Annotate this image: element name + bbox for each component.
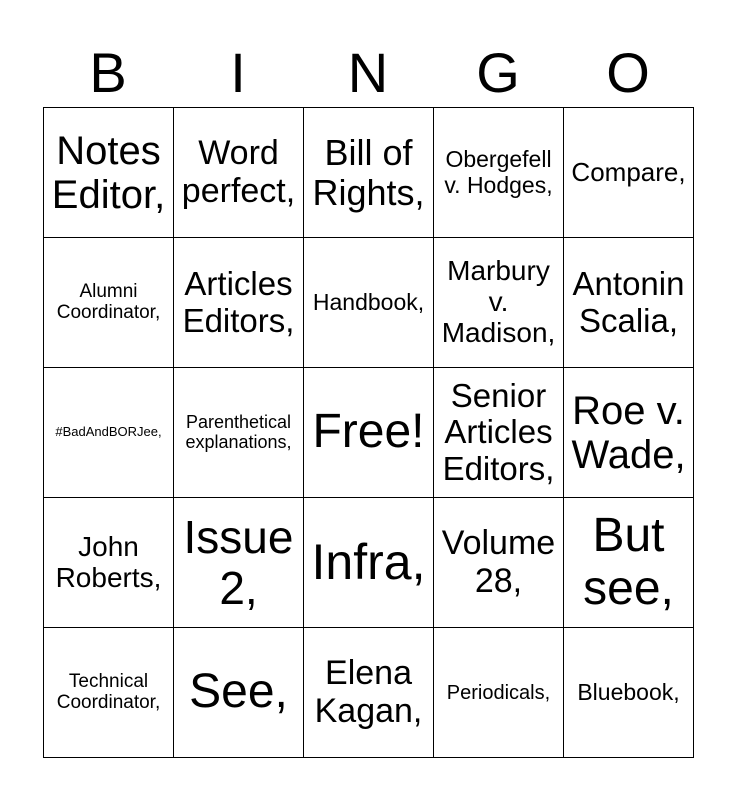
bingo-row-2 bbox=[44, 238, 694, 368]
bingo-cell[interactable]: Periodicals, bbox=[434, 628, 564, 758]
bingo-cell[interactable]: Articles Editors, bbox=[174, 238, 304, 368]
header-letter-g: G bbox=[476, 41, 520, 104]
bingo-cell[interactable]: Alumni Coordinator, bbox=[44, 238, 174, 368]
free-space-cell[interactable]: Free! bbox=[304, 368, 434, 498]
header-letter-o: O bbox=[606, 41, 650, 104]
bingo-cell[interactable]: Infra, bbox=[304, 498, 434, 628]
bingo-cell[interactable]: Marbury v. Madison, bbox=[434, 238, 564, 368]
bingo-cell[interactable]: Handbook, bbox=[304, 238, 434, 368]
bingo-row-5 bbox=[44, 628, 694, 758]
header-letter-b: B bbox=[89, 41, 127, 104]
bingo-cell[interactable]: Senior Articles Editors, bbox=[434, 368, 564, 498]
bingo-cell[interactable]: Compare, bbox=[564, 108, 694, 238]
bingo-cell[interactable]: Obergefell v. Hodges, bbox=[434, 108, 564, 238]
bingo-cell[interactable]: John Roberts, bbox=[44, 498, 174, 628]
bingo-cell[interactable]: Parenthetical explanations, bbox=[174, 368, 304, 498]
bingo-cell[interactable]: Technical Coordinator, bbox=[44, 628, 174, 758]
bingo-cell[interactable]: Elena Kagan, bbox=[304, 628, 434, 758]
bingo-row-3 bbox=[44, 368, 694, 498]
bingo-header bbox=[43, 40, 693, 106]
bingo-row-1 bbox=[44, 108, 694, 238]
bingo-row-4 bbox=[44, 498, 694, 628]
bingo-cell[interactable]: Roe v. Wade, bbox=[564, 368, 694, 498]
header-letter-n: N bbox=[347, 41, 389, 104]
bingo-cell[interactable]: Bill of Rights, bbox=[304, 108, 434, 238]
bingo-cell[interactable]: #BadAndBORJee, bbox=[44, 368, 174, 498]
bingo-cell[interactable]: See, bbox=[174, 628, 304, 758]
bingo-cell[interactable]: Word perfect, bbox=[174, 108, 304, 238]
bingo-cell[interactable]: Bluebook, bbox=[564, 628, 694, 758]
bingo-cell[interactable]: Antonin Scalia, bbox=[564, 238, 694, 368]
header-letter-i: I bbox=[230, 41, 246, 104]
bingo-cell[interactable]: But see, bbox=[564, 498, 694, 628]
bingo-cell[interactable]: Issue 2, bbox=[174, 498, 304, 628]
bingo-card-grid bbox=[43, 107, 694, 758]
bingo-cell[interactable]: Notes Editor, bbox=[44, 108, 174, 238]
bingo-cell[interactable]: Volume 28, bbox=[434, 498, 564, 628]
